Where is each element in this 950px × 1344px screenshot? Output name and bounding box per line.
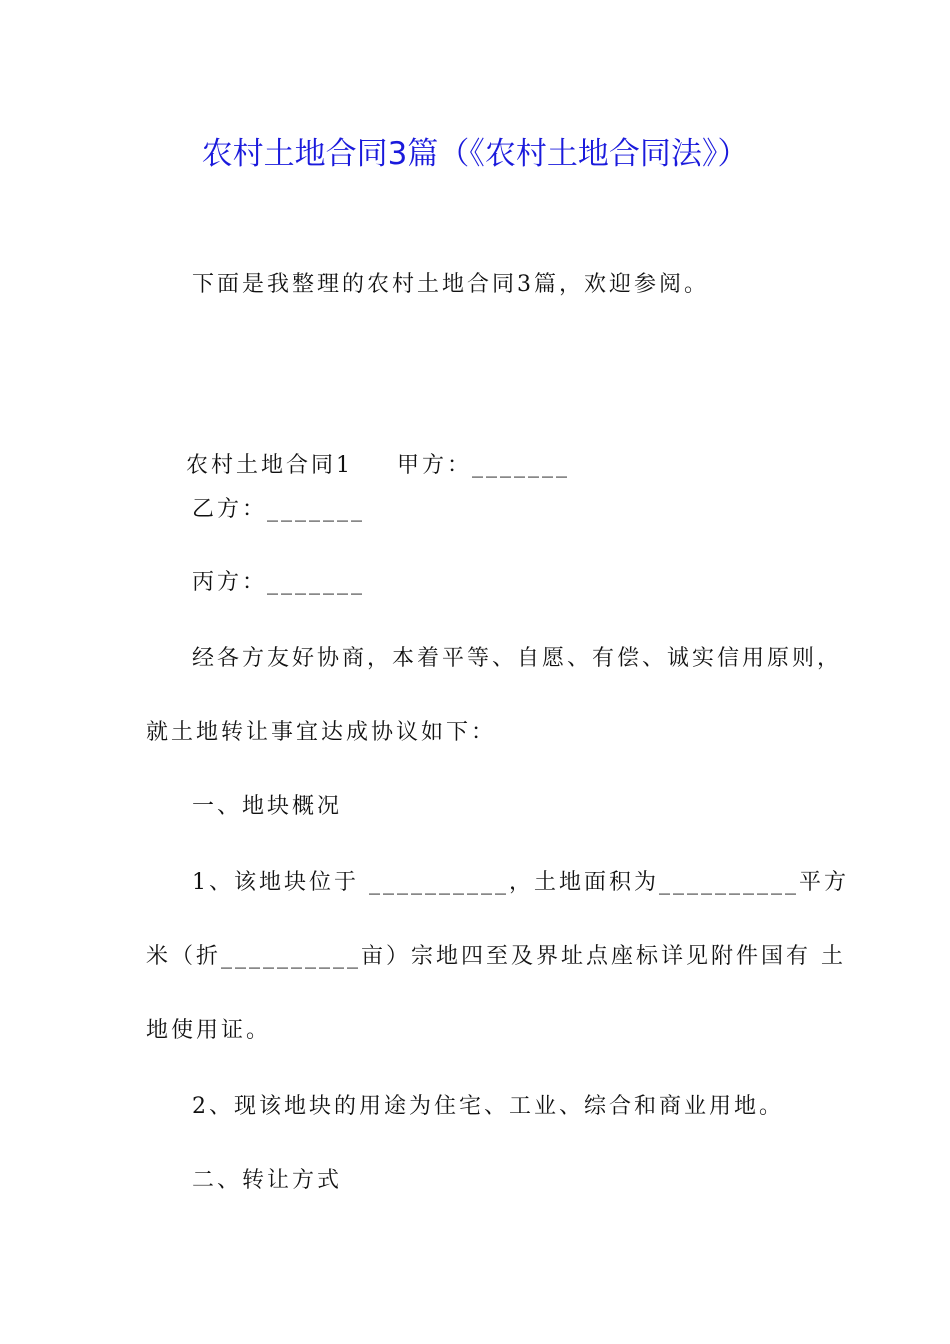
paragraph-line: 地使用证。 xyxy=(146,1018,272,1043)
paragraph-line: 米（折__________亩）宗地四至及界址点座标详见附件国有 土 xyxy=(146,944,846,969)
section-heading: 二、转让方式 xyxy=(192,1168,343,1193)
paragraph-line: 就土地转让事宜达成协议如下： xyxy=(146,720,497,745)
paragraph-line: 2、现该地块的用途为住宅、工业、综合和商业用地。 xyxy=(192,1094,784,1119)
paragraph-line: 经各方友好协商，本着平等、自愿、有偿、诚实信用原则， xyxy=(192,646,843,671)
paragraph-line: 1、该地块位于 __________，土地面积为__________平方 xyxy=(192,870,849,895)
party-a-field: 甲方：_______ xyxy=(396,453,570,478)
section-heading: 一、地块概况 xyxy=(192,794,343,819)
party-c-field: 丙方：_______ xyxy=(192,570,366,595)
contract-heading: 农村土地合同1 xyxy=(185,453,353,478)
party-b-field: 乙方：_______ xyxy=(192,497,366,522)
document-title: 农村土地合同3篇（《农村土地合同法》） xyxy=(201,136,749,172)
intro-text: 下面是我整理的农村土地合同3篇，欢迎参阅。 xyxy=(192,272,709,297)
